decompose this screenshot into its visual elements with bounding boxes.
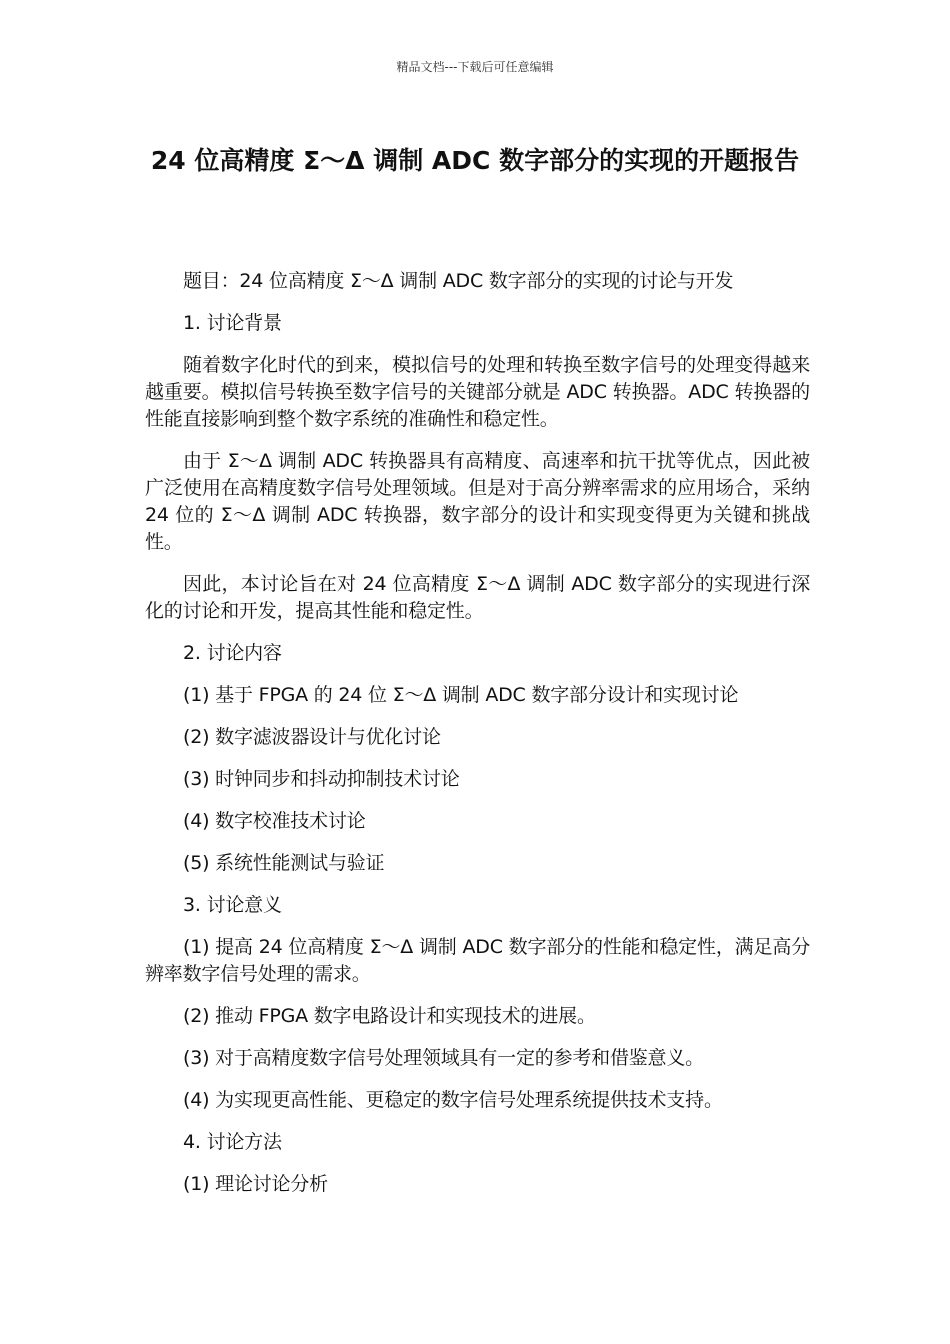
document-title: 24 位高精度 Σ～Δ 调制 ADC 数字部分的实现的开题报告	[150, 146, 800, 175]
paragraph-background-2: 由于 Σ～Δ 调制 ADC 转换器具有高精度、高速率和抗干扰等优点，因此被广泛使用在高精度数字信号处理领域。但是对于高分辨率需求的应用场合，采纳 24 位的 Σ～Δ 调制 ADC 转换器，数字部分的设计和实现变得更为关键和挑战性。	[145, 450, 810, 553]
paragraph-background-1: 随着数字化时代的到来，模拟信号的处理和转换至数字信号的处理变得越来越重要。模拟信号转换至数字信号的关键部分就是 ADC 转换器。ADC 转换器的性能直接影响到整个数字系统的准确性和稳定性。	[145, 354, 810, 430]
list-item-significance-1: (1) 提高 24 位高精度 Σ～Δ 调制 ADC 数字部分的性能和稳定性，满足高分辨率数字信号处理的需求。	[145, 936, 810, 985]
header-note: 精品文档---下载后可任意编辑	[396, 60, 554, 74]
list-item-significance-3: (3) 对于高精度数字信号处理领域具有一定的参考和借鉴意义。	[183, 1047, 704, 1069]
list-item-methods-1: (1) 理论讨论分析	[183, 1173, 328, 1195]
section-heading-significance: 3. 讨论意义	[183, 894, 282, 916]
document-body	[145, 268, 810, 1213]
list-item-content-3: (3) 时钟同步和抖动抑制技术讨论	[183, 768, 460, 790]
section-heading-content: 2. 讨论内容	[183, 642, 282, 664]
list-item-significance-2: (2) 推动 FPGA 数字电路设计和实现技术的进展。	[183, 1005, 596, 1027]
list-item-content-1: (1) 基于 FPGA 的 24 位 Σ～Δ 调制 ADC 数字部分设计和实现讨论	[183, 684, 739, 706]
paragraph-topic: 题目：24 位高精度 Σ～Δ 调制 ADC 数字部分的实现的讨论与开发	[183, 270, 734, 292]
list-item-significance-4: (4) 为实现更高性能、更稳定的数字信号处理系统提供技术支持。	[183, 1089, 723, 1111]
list-item-content-4: (4) 数字校准技术讨论	[183, 810, 366, 832]
section-heading-background: 1. 讨论背景	[183, 312, 282, 334]
paragraph-background-3: 因此，本讨论旨在对 24 位高精度 Σ～Δ 调制 ADC 数字部分的实现进行深化的讨论和开发，提高其性能和稳定性。	[145, 573, 810, 622]
list-item-content-5: (5) 系统性能测试与验证	[183, 852, 385, 874]
section-heading-methods: 4. 讨论方法	[183, 1131, 282, 1153]
list-item-content-2: (2) 数字滤波器设计与优化讨论	[183, 726, 441, 748]
